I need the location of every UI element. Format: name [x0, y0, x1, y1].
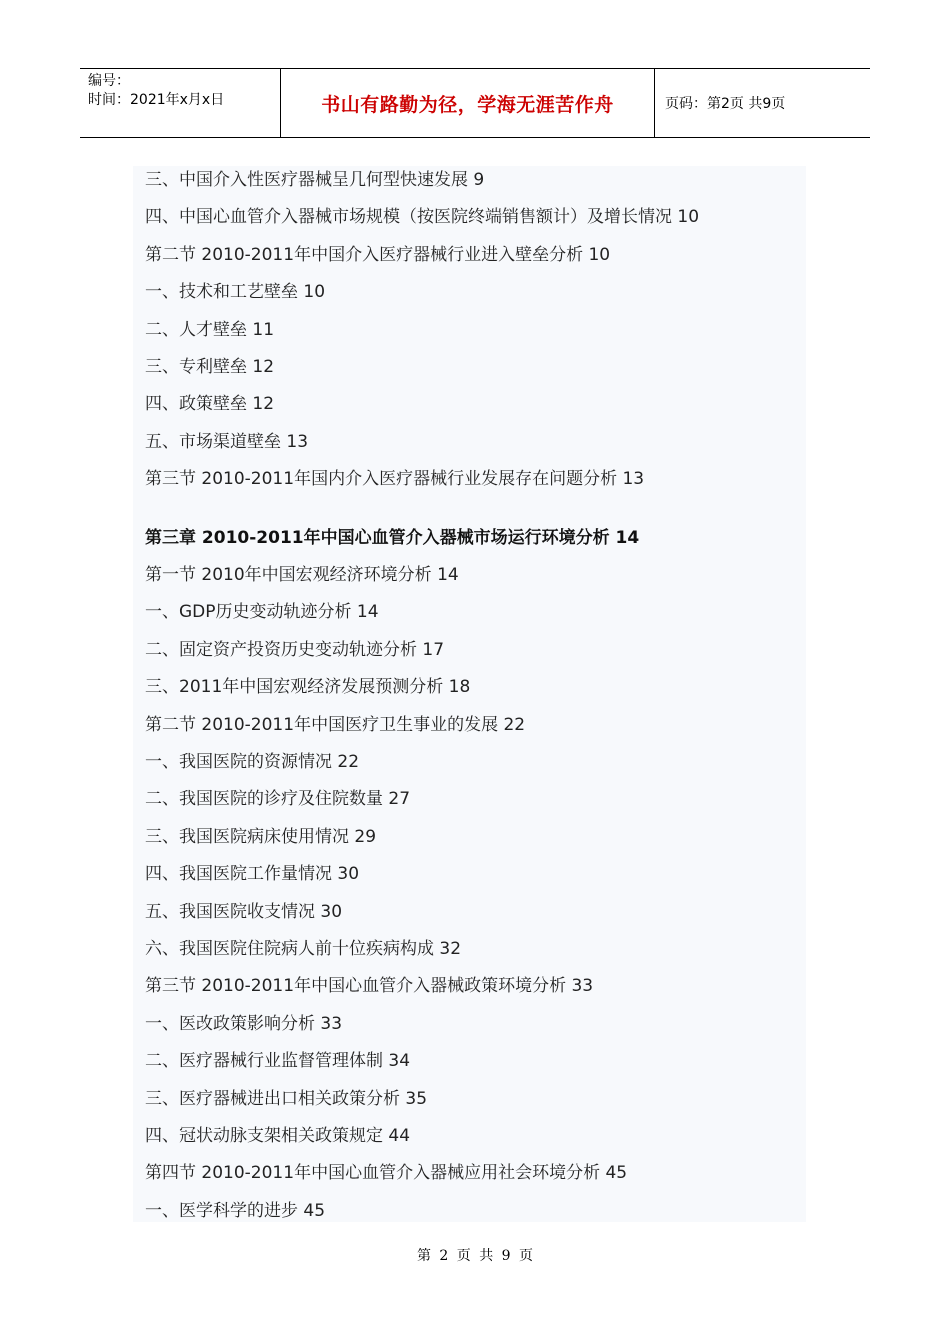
page-header — [80, 68, 870, 138]
number-label: 编号： — [88, 73, 130, 89]
toc-item: 三、2011年中国宏观经济发展预测分析 18 — [145, 677, 471, 698]
toc-item: 一、技术和工艺壁垒 10 — [145, 282, 326, 303]
toc-item: 一、我国医院的资源情况 22 — [145, 752, 360, 772]
header-motto: 书山有路勤为径，学海无涯苦作舟 — [281, 69, 655, 137]
toc-item: 三、专利壁垒 12 — [145, 357, 275, 377]
header-meta — [80, 69, 281, 137]
toc-item: 四、冠状动脉支架相关政策规定 44 — [145, 1126, 411, 1146]
table-of-contents — [133, 166, 806, 1222]
toc-item: 一、GDP历史变动轨迹分析 14 — [145, 602, 379, 623]
toc-item: 二、固定资产投资历史变动轨迹分析 17 — [145, 639, 445, 660]
toc-chapter: 第三章 2010-2011年中国心血管介入器械市场运行环境分析 14 — [145, 527, 640, 548]
time-label: 时间：2021年x月x日 — [88, 92, 225, 108]
toc-item: 六、我国医院住院病人前十位疾病构成 32 — [145, 939, 462, 959]
toc-section: 第三节 2010-2011年中国心血管介入器械政策环境分析 33 — [145, 976, 594, 997]
toc-item: 三、中国介入性医疗器械呈几何型快速发展 9 — [145, 170, 485, 190]
toc-item: 四、政策壁垒 12 — [145, 394, 275, 415]
toc-item: 三、我国医院病床使用情况 29 — [145, 826, 377, 847]
page-footer: 第 2 页 共 9 页 — [416, 1248, 534, 1264]
toc-item: 二、我国医院的诊疗及住院数量 27 — [145, 789, 411, 810]
header-page-info: 页码：第2页 共9页 — [665, 96, 786, 112]
toc-section: 第一节 2010年中国宏观经济环境分析 14 — [145, 565, 459, 585]
toc-section: 第二节 2010-2011年中国医疗卫生事业的发展 22 — [145, 714, 526, 735]
toc-section: 第四节 2010-2011年中国心血管介入器械应用社会环境分析 45 — [145, 1163, 628, 1184]
toc-item: 二、医疗器械行业监督管理体制 34 — [145, 1051, 411, 1072]
toc-item: 二、人才壁垒 11 — [145, 319, 275, 340]
toc-item: 一、医改政策影响分析 33 — [145, 1013, 343, 1034]
toc-item: 四、中国心血管介入器械市场规模（按医院终端销售额计）及增长情况 10 — [145, 207, 700, 228]
toc-section: 第三节 2010-2011年国内介入医疗器械行业发展存在问题分析 13 — [145, 469, 645, 490]
toc-item: 一、医学科学的进步 45 — [145, 1200, 326, 1221]
toc-item: 四、我国医院工作量情况 30 — [145, 864, 360, 885]
toc-item: 五、我国医院收支情况 30 — [145, 901, 343, 922]
toc-item: 三、医疗器械进出口相关政策分析 35 — [145, 1088, 428, 1109]
toc-item: 五、市场渠道壁垒 13 — [145, 431, 309, 452]
toc-section: 第二节 2010-2011年中国介入医疗器械行业进入壁垒分析 10 — [145, 244, 611, 265]
